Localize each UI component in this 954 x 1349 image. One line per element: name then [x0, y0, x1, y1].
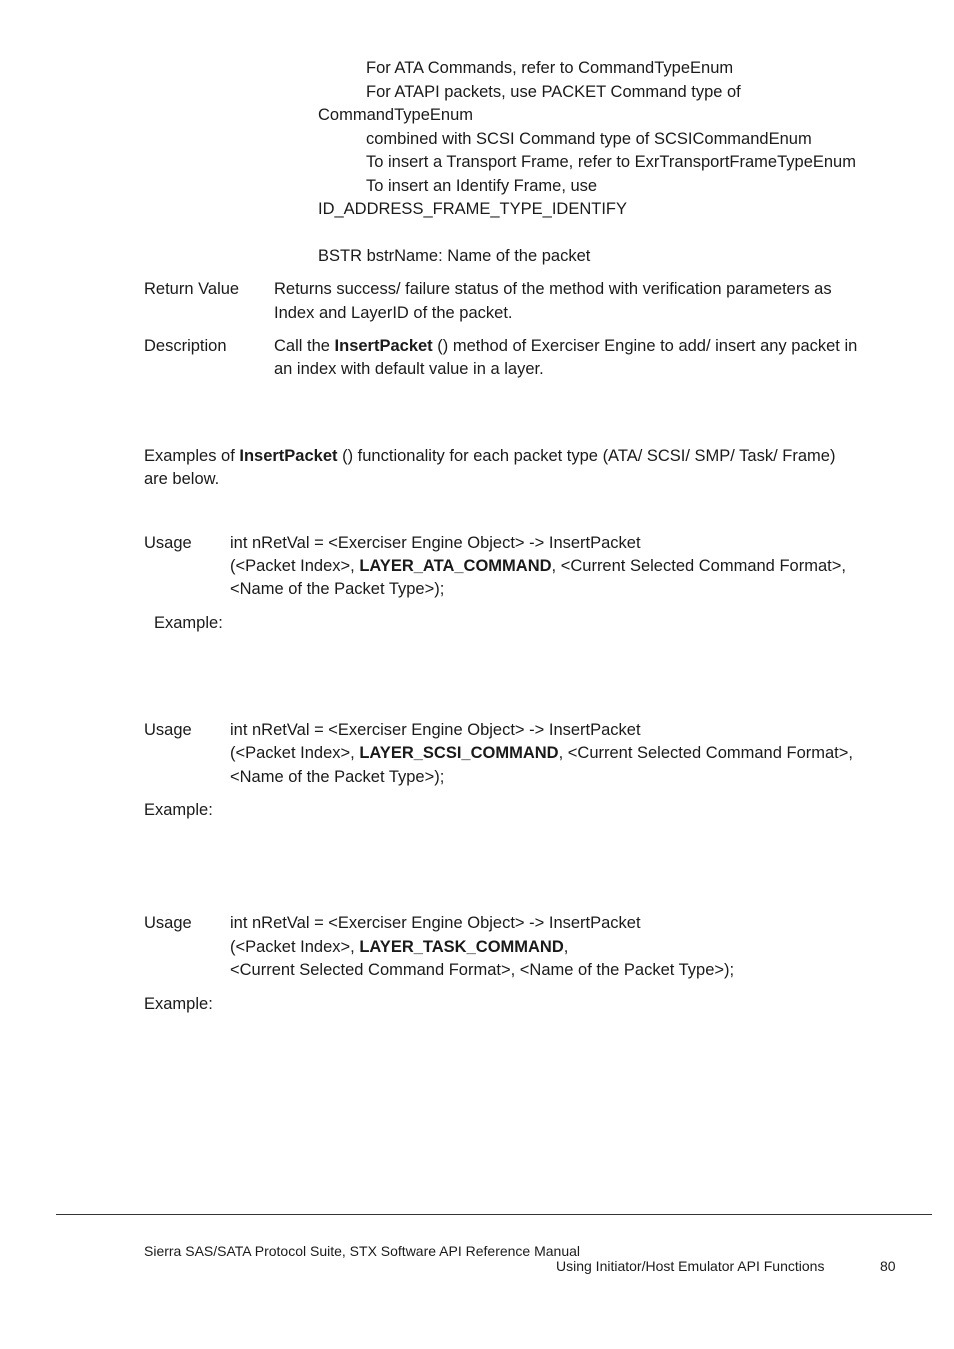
return-value-label: Return Value [144, 280, 240, 298]
example-label: Example: [144, 995, 213, 1013]
param-line: For ATAPI packets, use PACKET Command type of [366, 83, 741, 101]
usage-code: (<Packet Index>, LAYER_TASK_COMMAND, [230, 938, 569, 956]
param-line: To insert an Identify Frame, use [366, 177, 598, 195]
examples-intro: are below. [144, 470, 220, 488]
layer-name: LAYER_ATA_COMMAND [359, 557, 552, 575]
usage-label: Usage [144, 914, 192, 932]
usage-code: <Name of the Packet Type>); [230, 768, 445, 786]
param-line: BSTR bstrName: Name of the packet [318, 247, 591, 265]
page-number: 80 [880, 1258, 896, 1274]
description-text: Call the InsertPacket () method of Exerciser Engine to add/ insert any packet in [274, 337, 858, 355]
return-value-text: Returns success/ failure status of the method with verification parameters as [274, 280, 832, 298]
param-line: For ATA Commands, refer to CommandTypeEnum [366, 59, 734, 77]
usage-code: int nRetVal = <Exerciser Engine Object> -> InsertPacket [230, 534, 641, 552]
description-text: an index with default value in a layer. [274, 360, 544, 378]
footer-title: Sierra SAS/SATA Protocol Suite, STX Software API Reference Manual [144, 1243, 581, 1259]
usage-code: (<Packet Index>, LAYER_SCSI_COMMAND, <Current Selected Command Format>, [230, 744, 853, 762]
usage-code: int nRetVal = <Exerciser Engine Object> -> InsertPacket [230, 914, 641, 932]
footer-divider [56, 1214, 932, 1215]
example-label: Example: [144, 801, 213, 819]
function-name: InsertPacket [239, 447, 338, 465]
footer-section: Using Initiator/Host Emulator API Functions [556, 1258, 825, 1274]
function-name: InsertPacket [334, 337, 433, 355]
param-line: ID_ADDRESS_FRAME_TYPE_IDENTIFY [318, 200, 627, 218]
param-line: combined with SCSI Command type of SCSICommandEnum [366, 130, 812, 148]
usage-code: <Current Selected Command Format>, <Name of the Packet Type>); [230, 961, 735, 979]
usage-code: (<Packet Index>, LAYER_ATA_COMMAND, <Current Selected Command Format>, [230, 557, 846, 575]
usage-label: Usage [144, 721, 192, 739]
return-value-text: Index and LayerID of the packet. [274, 304, 513, 322]
usage-code: <Name of the Packet Type>); [230, 580, 445, 598]
layer-name: LAYER_TASK_COMMAND [359, 938, 564, 956]
usage-code: int nRetVal = <Exerciser Engine Object> -> InsertPacket [230, 721, 641, 739]
usage-label: Usage [144, 534, 192, 552]
param-line: CommandTypeEnum [318, 106, 473, 124]
description-label: Description [144, 337, 227, 355]
layer-name: LAYER_SCSI_COMMAND [359, 744, 559, 762]
examples-intro: Examples of InsertPacket () functionality for each packet type (ATA/ SCSI/ SMP/ Task/ Frame) [144, 447, 836, 465]
example-label: Example: [154, 614, 223, 632]
param-line: To insert a Transport Frame, refer to ExrTransportFrameTypeEnum [366, 153, 856, 171]
